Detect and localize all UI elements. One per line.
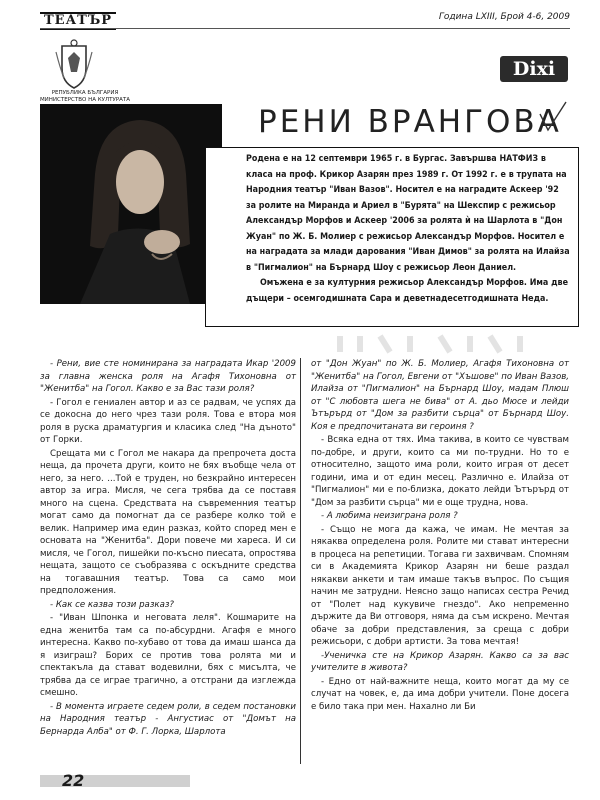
- decorative-watermark: [40, 334, 570, 354]
- interview-column-right: [311, 358, 569, 714]
- masthead-logo: ТЕАТЪР: [40, 12, 116, 30]
- interview-answer: - Всяка една от тях. Има такива, в които се чувствам по-добре, и други, които са ми по-трудни. Но то е относително, защото има роли, които играя от десет години, има и от един месец. Различно е. Илайза от "Пигмалион" ми е по-близка, докато лейди Ътърърд от "Дом за разбити сърца" ми е още трудна, нова.: [311, 435, 569, 508]
- interview-answer: - Също не мога да кажа, че имам. Не мечтая за някаква определена роля. Ролите ми стават интересни в процеса на репетиции. Тогава ги захвичвам. Спомням си в Академията Крикор Азарян ни беше раздал някакви анкети и там имаше такъв въпрос. По същия начин ме затрудни. Неясно защо написах сестра Речид от "Полет над кукувиче гнездо". Ако непременно държите да Ви отговоря, няма да съм искрено. Мечтая обаче за добри представления, за среща с добри режисьори, с добри артисти. За това мечтая!: [311, 524, 569, 647]
- check-mark-icon: [538, 100, 568, 134]
- coat-of-arms-icon: [54, 38, 94, 90]
- interview-column-left: [40, 358, 296, 739]
- interview-answer: - "Иван Шпонка и неговата леля". Кошмарите на една женитба там са по-абсурдни. Агафя е много интересна. Какво по-хубаво от това да имаш шанса да я изиграш? Борих се против това ролята ми и спектакъла да стават водевилни, бях с мисълта, че трябва да се играе трагично, а отстрани да изглежда смешно.: [40, 613, 296, 698]
- page-number: 22: [62, 771, 85, 790]
- interview-answer: - Едно от най-важните неща, които могат да му се случат на човек, е, да има добри учители. Поне досега е било така при мен. Нахално ли Би: [311, 676, 569, 712]
- header-rule: [40, 28, 570, 29]
- interview-question: - Как се казва този разказ?: [50, 599, 174, 610]
- interview-question: - В момента играете седем роли, в седем постановки на Народния театър - Ангустиас от "Домът на Бернарда Алба" от Ф. Г. Лорка, Шарлота: [40, 701, 296, 737]
- biography-box: [205, 147, 579, 327]
- bio-paragraph: Омъжена е за културния режисьор Александър Морфов. Има две дъщери – осемгодишната Сара и деветнадесетгодишната Неда.: [246, 278, 568, 304]
- issue-info: Година LXIII, Брой 4-6, 2009: [438, 12, 570, 22]
- portrait-photo: [40, 104, 222, 304]
- column-divider: [300, 358, 301, 764]
- interview-answer: Срещата ми с Гогол ме накара да препрочета доста неща, да прочета други, които не бях въобще чела от него, за него. ...Той е труден, но безкрайно интересен автор за игра. Мисля, че сега трябва да се поставя много на сцена. Средствата на съвременния театър могат само да помогнат да се разбере колко той е велик. Например има един разказ, който според мен е основата на "Женитба". Дори повече ми хареса. И си мисля, че Гогол, пишейки по-късно пиесата, опростява нещата, защото се съобразява с оскъдните средства на тогавашния театър. Това са само мои предположения.: [40, 448, 296, 596]
- interview-question: -Ученичка сте на Крикор Азарян. Какво са за вас учителите в живота?: [311, 650, 569, 673]
- interview-question: - А любима неизиграна роля ?: [321, 511, 458, 521]
- bio-paragraph: Родена е на 12 септември 1965 г. в Бургас. Завършва НАТФИЗ в класа на проф. Крикор Азарян през 1989 г. От 1992 г. е в трупата на Народния театър "Иван Вазов". Носител е на наградите Аскеер '92 за ролите на Миранда и Ариел в "Бурята" на Шекспир с режисьор Александър Морфов и Аскеер '2006 за ролята ѝ на Шарлота в "Дон Жуан" по Ж. Б. Молиер с режисьор Александър Морфов. Носител е на наградата за млади дарования "Иван Димов" за ролята на Илайза в "Пигмалион" на Бърнард Шоу с режисьор Леон Даниел.: [246, 154, 570, 273]
- article-title: РЕНИ ВРАНГОВА: [258, 104, 562, 140]
- interview-question: - Рени, вие сте номинирана за наградата Икар '2009 за главна женска роля на Агафя Тихоновна от "Женитба" на Гогол. Какво е за Вас тази роля?: [40, 359, 296, 394]
- crest-caption: РЕПУБЛИКА БЪЛГАРИЯ МИНИСТЕРСТВО НА КУЛТУРАТА: [39, 90, 131, 103]
- interview-answer: - Гогол е гениален автор и аз се радвам, че успях да се докосна до него чрез тази роля. Това е втора моя роля в руска драматургия и класика след "На дъното" от Горки.: [40, 397, 296, 445]
- interview-question: от "Дон Жуан" по Ж. Б. Молиер, Агафя Тихоновна от "Женитба" на Гогол, Евгени от "Хъшове" по Иван Вазов, Илайза от "Пигмалион" на Бърнард Шоу, мадам Плюш от "С любовта шега не бива" от А. дьо Мюсе и лейди Ътърърд от "Дом за разбити сърца" от Бърнард Шоу. Коя е предпочитаната ви героиня ?: [311, 359, 569, 432]
- section-badge: Dixi: [500, 56, 568, 82]
